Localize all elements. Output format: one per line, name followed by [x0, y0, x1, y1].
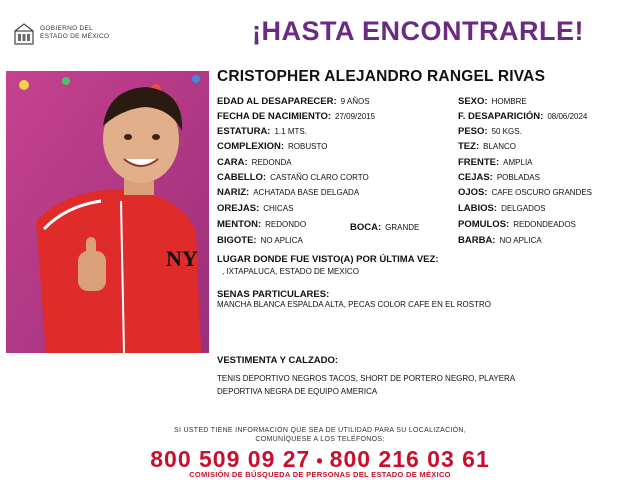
field-complexion: [217, 142, 327, 152]
field-value: 50 KGS.: [491, 127, 522, 136]
marks-value: MANCHA BLANCA ESPALDA ALTA, PECAS COLOR CAFE EN EL ROSTRO: [217, 300, 492, 309]
field-label: MENTON:: [217, 219, 262, 230]
phone-1[interactable]: 800 509 09 27: [150, 446, 311, 472]
field-value: CASTAÑO CLARO CORTO: [270, 173, 369, 182]
field-label: FRENTE:: [458, 157, 500, 168]
field-label: POMULOS:: [458, 219, 510, 230]
field-barba: [458, 236, 542, 246]
field-orejas: [217, 204, 293, 214]
field-bigote: [217, 236, 303, 246]
field-boca: [350, 223, 419, 233]
government-logo: [12, 22, 132, 46]
field-ojos: [458, 188, 592, 198]
field-value: ROBUSTO: [288, 142, 328, 151]
field-value: REDONDO: [265, 220, 307, 229]
field-label: ESTATURA:: [217, 126, 271, 137]
field-value: AMPLIA: [503, 158, 533, 167]
field-value: 27/09/2015: [335, 112, 376, 121]
logo-line-2: ESTADO DE MÉXICO: [40, 33, 110, 40]
logo-line-1: GOBIERNO DEL: [40, 25, 94, 32]
field-value: GRANDE: [385, 223, 420, 232]
field-value: REDONDEADOS: [513, 220, 576, 229]
field-label: EDAD AL DESAPARECER:: [217, 96, 337, 107]
field-value: 08/06/2024: [547, 112, 588, 121]
field-value: NO APLICA: [260, 236, 303, 245]
child-photo-icon: [6, 71, 209, 353]
field-cabello: [217, 173, 369, 183]
field-label: BARBA:: [458, 235, 496, 246]
field-value: CAFE OSCURO GRANDES: [491, 188, 593, 197]
field-value: NO APLICA: [499, 236, 542, 245]
field-label: LABIOS:: [458, 203, 498, 214]
field-edad: [217, 97, 370, 107]
clothing-line-1: TENIS DEPORTIVO NEGROS TACOS, SHORT DE PORTERO NEGRO, PLAYERA: [217, 374, 516, 383]
info-line-2: COMUNÍQUESE A LOS TELÉFONOS:: [255, 436, 385, 443]
field-peso: [458, 127, 522, 137]
svg-text:NY: NY: [166, 246, 198, 271]
field-nacimiento: [217, 112, 375, 122]
clothing-label: VESTIMENTA Y CALZADO:: [217, 355, 339, 366]
footer-commission: COMISIÓN DE BÚSQUEDA DE PERSONAS DEL ESTADO DE MÉXICO: [189, 470, 451, 479]
field-label: PESO:: [458, 126, 488, 137]
field-value: REDONDA: [251, 158, 292, 167]
field-value: HOMBRE: [491, 97, 527, 106]
field-label: CABELLO:: [217, 172, 267, 183]
field-value: DELGADOS: [501, 204, 546, 213]
field-nariz: [217, 188, 359, 198]
field-labios: [458, 204, 546, 214]
headline: ¡HASTA ENCONTRARLE!: [252, 16, 584, 46]
last-seen-value: , IXTAPALUCA, ESTADO DE MEXICO: [222, 267, 359, 276]
field-value: BLANCO: [483, 142, 517, 151]
field-sexo: [458, 97, 527, 107]
field-frente: [458, 158, 533, 168]
field-label: OREJAS:: [217, 203, 260, 214]
field-cara: [217, 158, 292, 168]
field-label: FECHA DE NACIMIENTO:: [217, 111, 331, 122]
phone-2[interactable]: 800 216 03 61: [329, 446, 490, 472]
field-label: CARA:: [217, 157, 248, 168]
field-value: 1.1 MTS.: [274, 127, 307, 136]
field-tez: [458, 142, 516, 152]
separator-dot: •: [316, 451, 324, 471]
field-label: NARIZ:: [217, 187, 250, 198]
missing-person-photo: [6, 71, 209, 353]
field-cejas: [458, 173, 540, 183]
last-seen-label: LUGAR DONDE FUE VISTO(A) POR ÚLTIMA VEZ:: [217, 254, 439, 265]
clothing-line-2: DEPORTIVA NEGRA DE EQUIPO AMERICA: [217, 387, 378, 396]
field-pomulos: [458, 220, 576, 230]
field-label: BIGOTE:: [217, 235, 257, 246]
phone-numbers: [0, 446, 640, 473]
field-menton: [217, 220, 306, 230]
field-label: BOCA:: [350, 222, 382, 233]
state-emblem-icon: [12, 22, 36, 46]
field-value: CHICAS: [263, 204, 294, 213]
field-desaparicion: [458, 112, 587, 122]
person-name: CRISTOPHER ALEJANDRO RANGEL RIVAS: [217, 68, 546, 85]
field-label: COMPLEXION:: [217, 141, 285, 152]
field-value: 9 AÑOS: [340, 97, 370, 106]
field-label: TEZ:: [458, 141, 480, 152]
field-estatura: [217, 127, 307, 137]
field-value: ACHATADA BASE DELGADA: [253, 188, 360, 197]
field-label: OJOS:: [458, 187, 488, 198]
field-label: F. DESAPARICIÓN:: [458, 111, 544, 122]
marks-label: SENAS PARTICULARES:: [217, 289, 330, 300]
info-line-1: SI USTED TIENE INFORMACIÓN QUE SEA DE UTILIDAD PARA SU LOCALIZACIÓN,: [173, 427, 467, 434]
field-value: POBLADAS: [496, 173, 540, 182]
field-label: CEJAS:: [458, 172, 493, 183]
field-label: SEXO:: [458, 96, 488, 107]
